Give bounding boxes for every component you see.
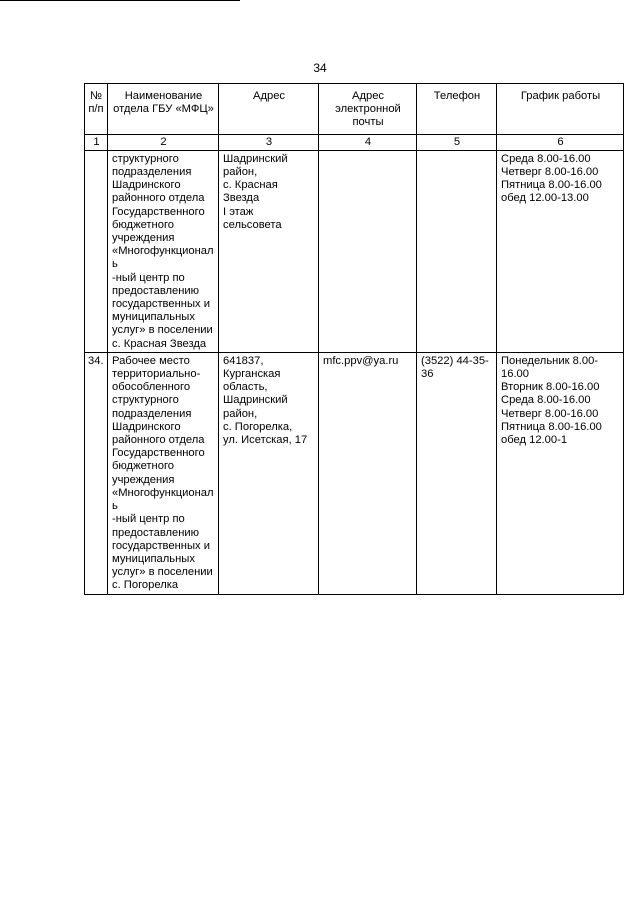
column-index-4: 4 — [319, 134, 417, 150]
row-schedule: Понедельник 8.00- 16.00 Вторник 8.00-16.00 Среда 8.00-16.00 Четверг 8.00-16.00 Пятница 8.00-16.00 обед 12.00-1 — [497, 352, 624, 594]
header-name: Наименование отдела ГБУ «МФЦ» — [108, 84, 219, 135]
header-phone: Телефон — [417, 84, 497, 135]
header-row — [85, 84, 624, 135]
row-email[interactable]: mfc.ppv@ya.ru — [319, 352, 417, 594]
column-index-row — [85, 134, 624, 150]
row-phone: (3522) 44-35- 36 — [417, 352, 497, 594]
column-index-1: 1 — [85, 134, 108, 150]
header-number: № п/п — [85, 84, 108, 135]
page-number: 34 — [313, 61, 327, 75]
row-phone — [417, 150, 497, 352]
row-number — [85, 150, 108, 352]
row-name: Рабочее место территориально- обособленного структурного подразделения Шадринского районного отдела Государственного бюджетного учреждения «Многофункциональ -ный центр по предоставлению государственных и муниципальных услуг» в поселении с. Погорелка — [108, 352, 219, 594]
table-row — [85, 352, 624, 594]
table-row — [85, 150, 624, 352]
header-schedule: График работы — [497, 84, 624, 135]
header-address: Адрес — [219, 84, 319, 135]
row-email — [319, 150, 417, 352]
row-name: структурного подразделения Шадринского районного отдела Государственного бюджетного учреждения «Многофункциональ -ный центр по предоставлению государственных и муниципальных услуг» в поселении с. Красная Звезда — [108, 150, 219, 352]
header-email: Адрес электронной почты — [319, 84, 417, 135]
row-address: Шадринский район, с. Красная Звезда I этаж сельсовета — [219, 150, 319, 352]
column-index-5: 5 — [417, 134, 497, 150]
row-address: 641837, Курганская область, Шадринский район, с. Погорелка, ул. Исетская, 17 — [219, 352, 319, 594]
column-index-6: 6 — [497, 134, 624, 150]
row-schedule: Среда 8.00-16.00 Четверг 8.00-16.00 Пятница 8.00-16.00 обед 12.00-13.00 — [497, 150, 624, 352]
mfc-departments-table — [84, 83, 624, 595]
column-index-3: 3 — [219, 134, 319, 150]
column-index-2: 2 — [108, 134, 219, 150]
top-rule — [0, 0, 240, 1]
row-number: 34. — [85, 352, 108, 594]
